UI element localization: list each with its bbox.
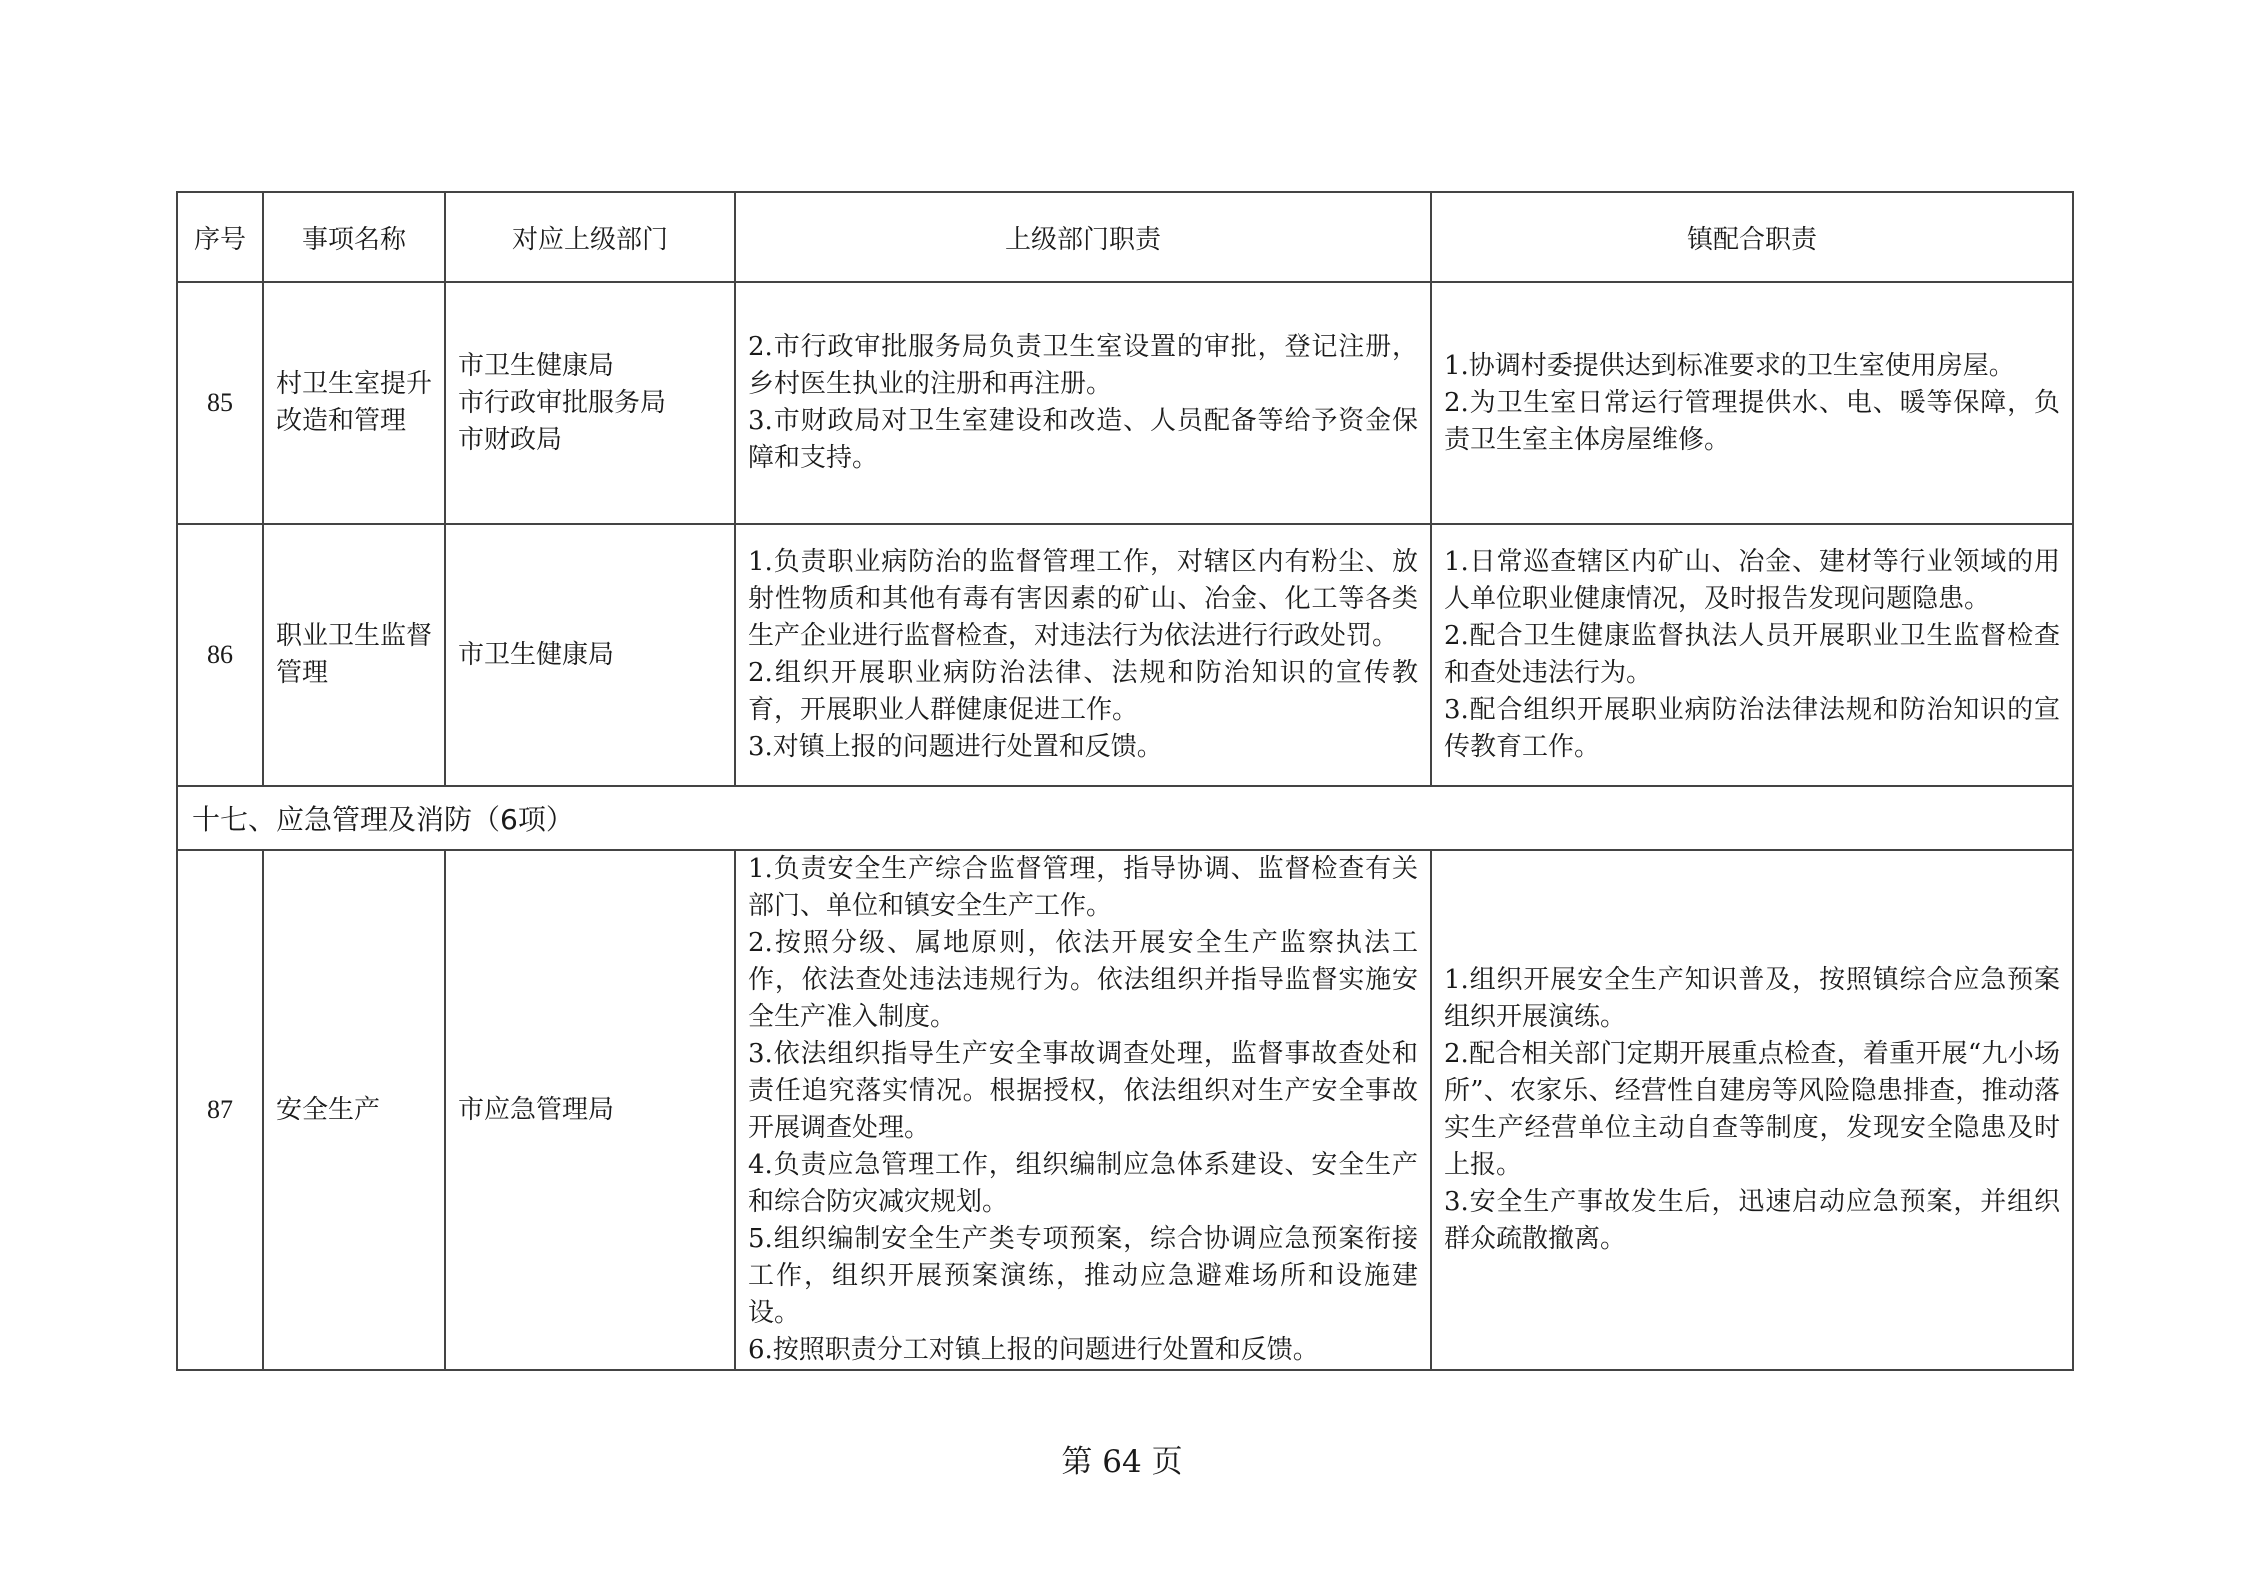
item-name: 安全生产: [263, 850, 445, 1370]
header-num: 序号: [177, 192, 263, 282]
table-row: [177, 282, 2073, 524]
duty-line: 2.按照分级、属地原则，依法开展安全生产监察执法工作，依法查处违法违规行为。依法组织并指导监督实施安全生产准入制度。: [748, 928, 1418, 1032]
row-number: 87: [177, 850, 263, 1370]
town-line: 3.安全生产事故发生后，迅速启动应急预案，并组织群众疏散撤离。: [1444, 1187, 2060, 1254]
header-row: [177, 192, 2073, 282]
duty-line: 6.按照职责分工对镇上报的问题进行处置和反馈。: [748, 1335, 1319, 1365]
duty-cell: [735, 850, 1431, 1370]
town-line: 1.日常巡查辖区内矿山、冶金、建材等行业领域的用人单位职业健康情况，及时报告发现问题隐患。: [1444, 547, 2060, 614]
town-cell: [1431, 850, 2073, 1370]
duty-table: [176, 191, 2074, 1371]
dept-line: 市卫生健康局: [458, 639, 615, 670]
town-line: 1.协调村委提供达到标准要求的卫生室使用房屋。: [1444, 350, 2015, 381]
duty-line: 2.组织开展职业病防治法律、法规和防治知识的宣传教育，开展职业人群健康促进工作。: [748, 658, 1418, 725]
duty-line: 1.负责安全生产综合监督管理，指导协调、监督检查有关部门、单位和镇安全生产工作。: [748, 854, 1418, 921]
item-name: 村卫生室提升改造和管理: [263, 282, 445, 524]
duty-cell: [735, 524, 1431, 786]
section-row: [177, 786, 2073, 850]
section-title: 十七、应急管理及消防（6项）: [177, 786, 2073, 850]
dept-line: 市行政审批服务局: [458, 387, 667, 418]
town-cell: [1431, 282, 2073, 524]
duty-line: 3.依法组织指导生产安全事故调查处理，监督事故查处和责任追究落实情况。根据授权，依法组织对生产安全事故开展调查处理。: [748, 1039, 1418, 1143]
header-dept: 对应上级部门: [445, 192, 735, 282]
table-row: [177, 524, 2073, 786]
town-line: 2.配合相关部门定期开展重点检查，着重开展“九小场所”、农家乐、经营性自建房等风险隐患排查，推动落实生产经营单位主动自查等制度，发现安全隐患及时上报。: [1444, 1039, 2060, 1180]
header-town: 镇配合职责: [1431, 192, 2073, 282]
duty-line: 5.组织编制安全生产类专项预案，综合协调应急预案衔接工作，组织开展预案演练，推动应急避难场所和设施建设。: [748, 1224, 1418, 1328]
dept-line: 市应急管理局: [458, 1094, 615, 1125]
town-line: 3.配合组织开展职业病防治法律法规和防治知识的宣传教育工作。: [1444, 695, 2060, 762]
dept-line: 市卫生健康局: [458, 350, 615, 381]
town-line: 2.为卫生室日常运行管理提供水、电、暖等保障，负责卫生室主体房屋维修。: [1444, 387, 2060, 455]
table-row: [177, 850, 2073, 1370]
dept-cell: [445, 524, 735, 786]
row-number: 85: [177, 282, 263, 524]
dept-line: 市财政局: [458, 424, 563, 455]
duty-line: 3.市财政局对卫生室建设和改造、人员配备等给予资金保障和支持。: [748, 406, 1418, 473]
duty-line: 3.对镇上报的问题进行处置和反馈。: [748, 732, 1163, 762]
town-line: 1.组织开展安全生产知识普及，按照镇综合应急预案组织开展演练。: [1444, 965, 2060, 1032]
town-line: 2.配合卫生健康监督执法人员开展职业卫生监督检查和查处违法行为。: [1444, 621, 2060, 688]
dept-cell: [445, 850, 735, 1370]
dept-cell: [445, 282, 735, 524]
duty-line: 2.市行政审批服务局负责卫生室设置的审批，登记注册，乡村医生执业的注册和再注册。: [748, 332, 1418, 399]
duty-line: 1.负责职业病防治的监督管理工作，对辖区内有粉尘、放射性物质和其他有毒有害因素的矿山、冶金、化工等各类生产企业进行监督检查，对违法行为依法进行行政处罚。: [748, 547, 1418, 651]
duty-line: 4.负责应急管理工作，组织编制应急体系建设、安全生产和综合防灾减灾规划。: [748, 1150, 1418, 1217]
item-name: 职业卫生监督管理: [263, 524, 445, 786]
header-name: 事项名称: [263, 192, 445, 282]
page-number: 第 64 页: [1061, 1444, 1183, 1480]
row-number: 86: [177, 524, 263, 786]
header-duty: 上级部门职责: [735, 192, 1431, 282]
town-cell: [1431, 524, 2073, 786]
duty-cell: [735, 282, 1431, 524]
